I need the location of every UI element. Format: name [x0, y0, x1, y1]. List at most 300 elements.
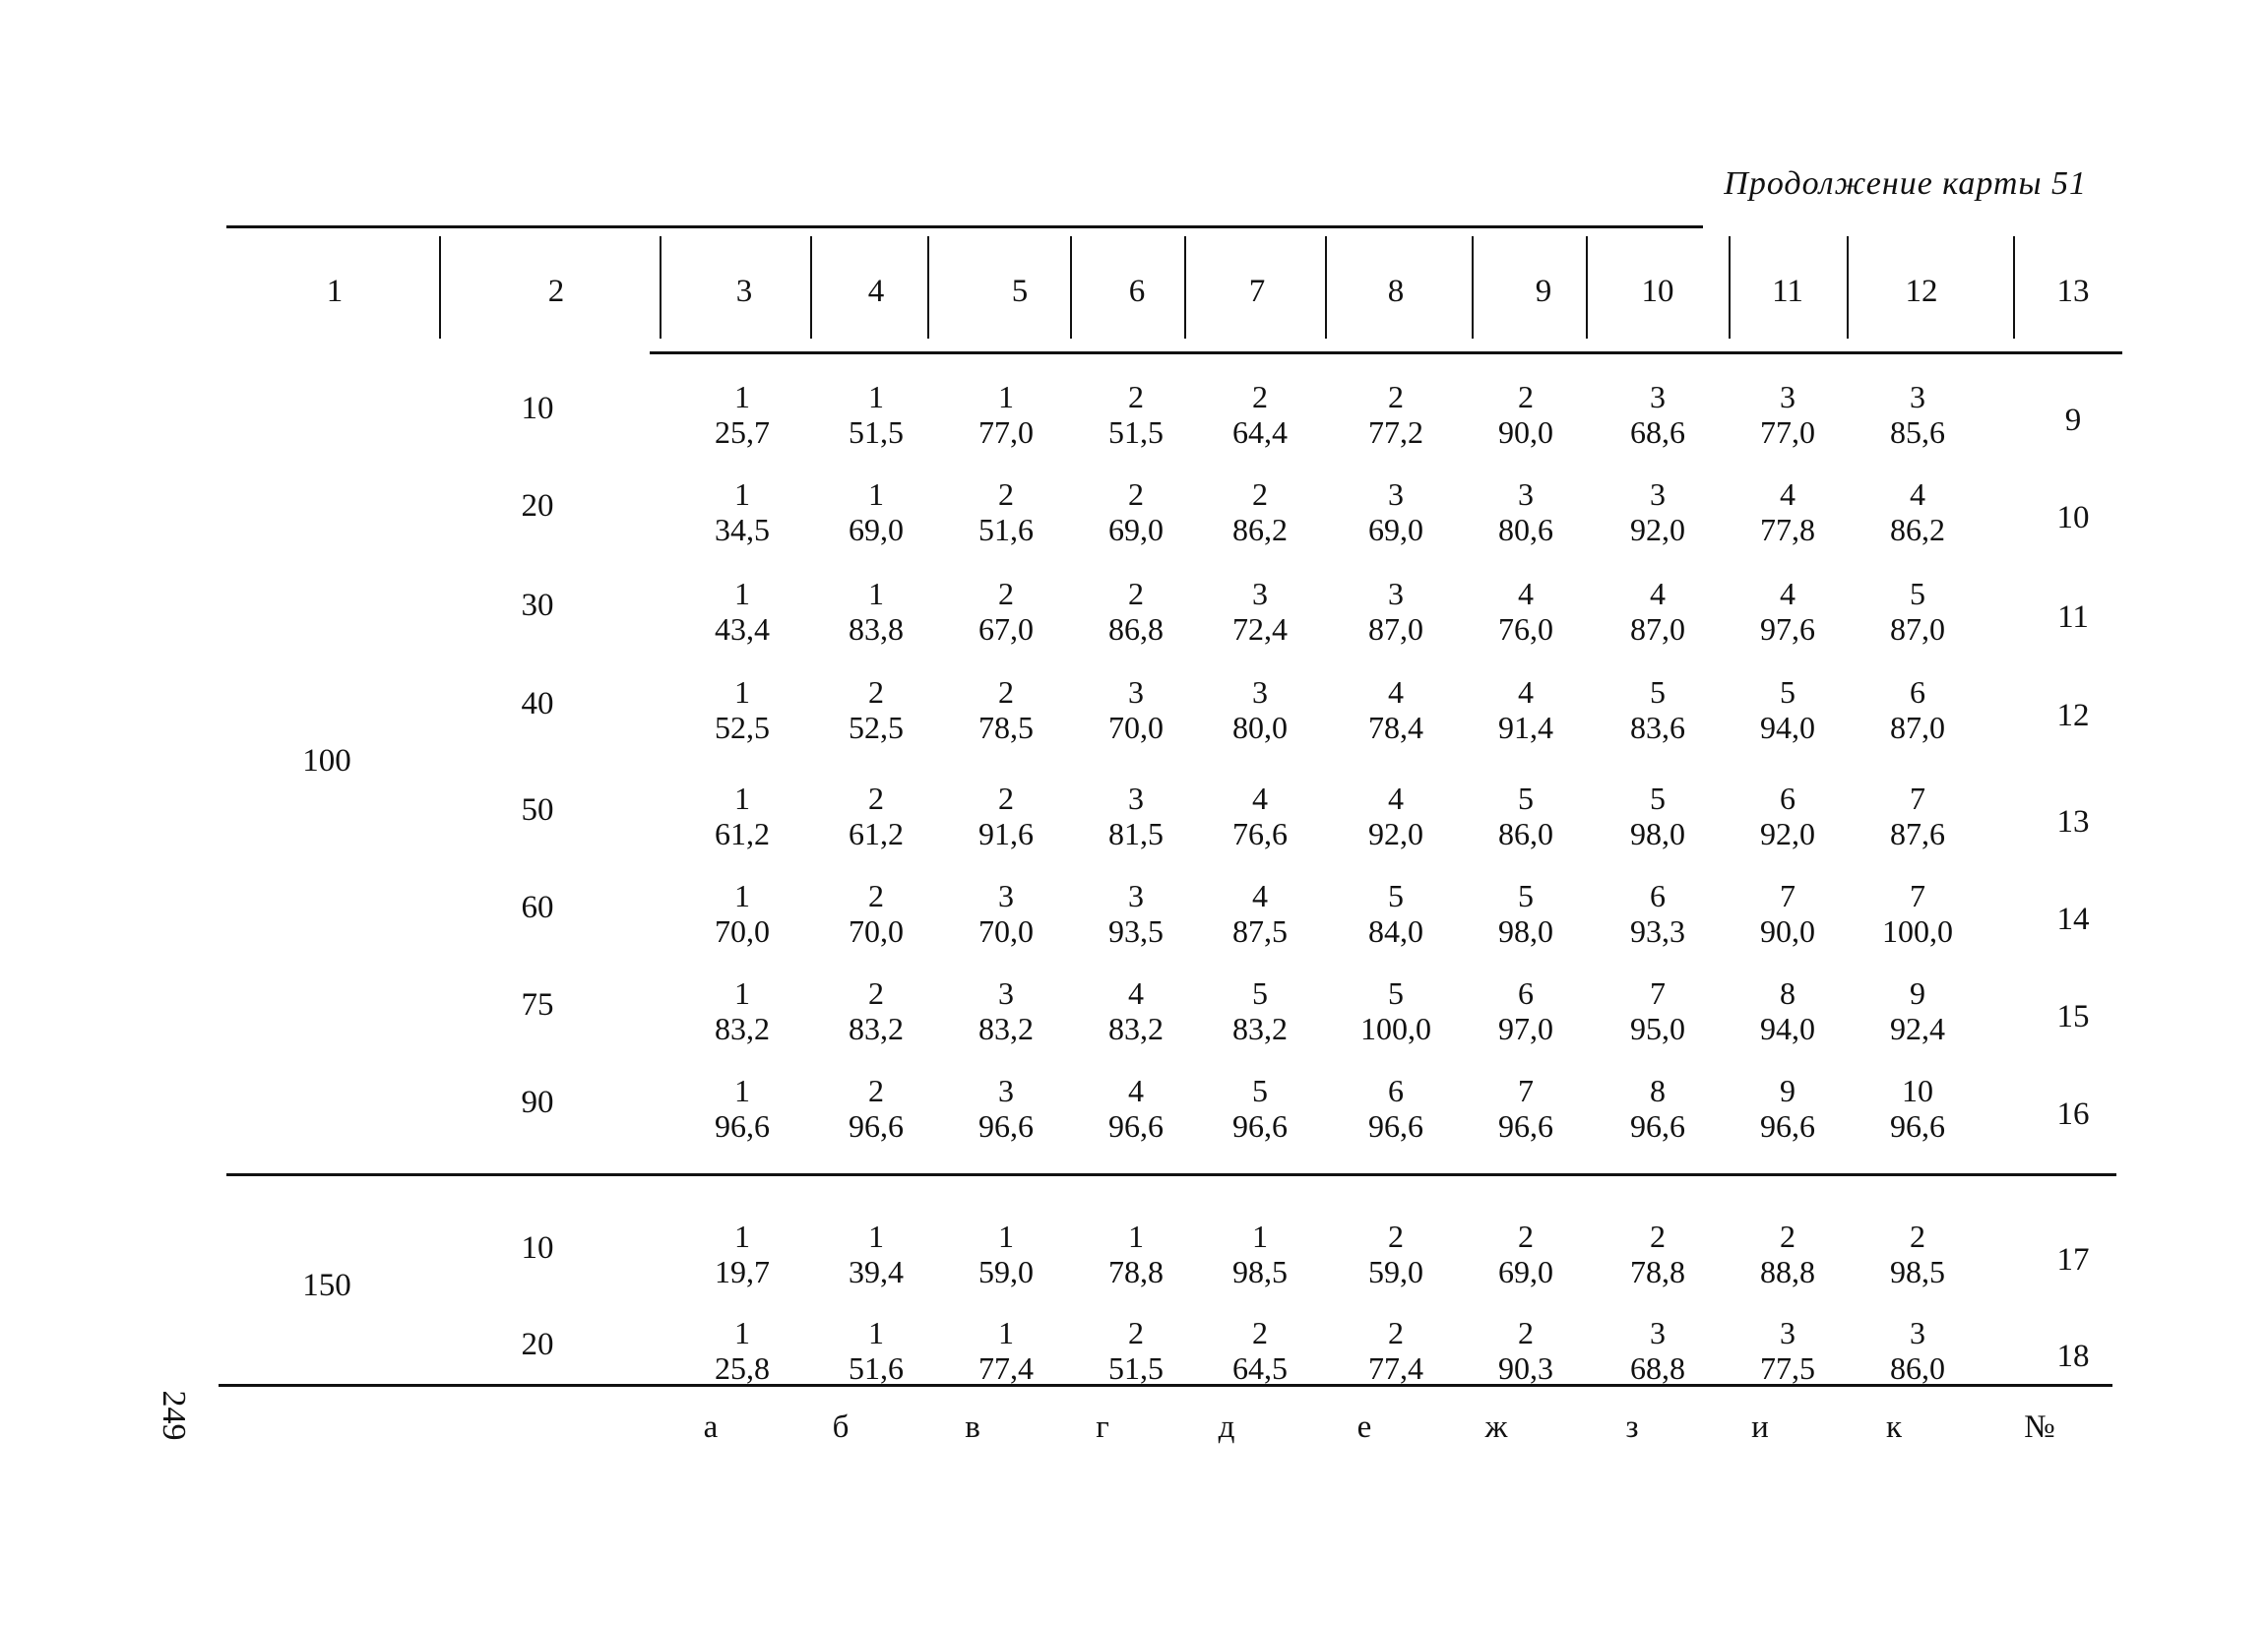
cell-percent: 70,0 [1108, 710, 1164, 745]
cell-percent: 68,6 [1630, 414, 1685, 450]
table-cell [942, 878, 1070, 949]
table-cell [1854, 781, 1982, 851]
header-col-6: 6 [1128, 274, 1146, 309]
table-cell [1462, 1073, 1590, 1144]
cell-count: 3 [1780, 1315, 1796, 1350]
table-cell [812, 1073, 940, 1144]
cell-count: 5 [1780, 674, 1796, 710]
table-cell [1196, 674, 1324, 745]
cell-count: 2 [998, 476, 1014, 512]
cell-percent: 78,4 [1368, 710, 1423, 745]
row-col2-value: 60 [521, 890, 554, 925]
cell-percent: 34,5 [715, 512, 770, 547]
cell-count: 2 [1128, 476, 1144, 512]
footer-letter-zh: ж [1484, 1409, 1508, 1445]
table-cell [1854, 576, 1982, 647]
group-value: 150 [302, 1268, 351, 1303]
table-cell [1594, 975, 1722, 1046]
cell-percent: 68,8 [1630, 1350, 1685, 1386]
table-cell [1332, 1073, 1460, 1144]
cell-count: 5 [1388, 975, 1404, 1011]
table-cell [1332, 1219, 1460, 1289]
cell-percent: 80,6 [1498, 512, 1553, 547]
table-cell [1196, 1219, 1324, 1289]
table-cell [1724, 1219, 1852, 1289]
cell-percent: 94,0 [1760, 1011, 1815, 1046]
cell-count: 2 [998, 674, 1014, 710]
cell-count: 2 [868, 975, 884, 1011]
cell-percent: 97,6 [1760, 611, 1815, 647]
cell-percent: 64,4 [1232, 414, 1288, 450]
cell-count: 4 [1650, 576, 1666, 611]
table-cell [1196, 379, 1324, 450]
cell-count: 5 [1518, 781, 1534, 816]
cell-count: 7 [1910, 781, 1925, 816]
table-cell [1196, 576, 1324, 647]
cell-percent: 90,3 [1498, 1350, 1553, 1386]
row-col2-value: 90 [521, 1085, 554, 1120]
cell-percent: 96,6 [1232, 1108, 1288, 1144]
table-cell [942, 379, 1070, 450]
cell-count: 1 [998, 1219, 1014, 1254]
cell-percent: 78,8 [1108, 1254, 1164, 1289]
cell-percent: 92,0 [1368, 816, 1423, 851]
header-col-8: 8 [1387, 274, 1405, 309]
cell-percent: 98,5 [1232, 1254, 1288, 1289]
table-cell [1072, 878, 1200, 949]
table-cell [1854, 1315, 1982, 1386]
cell-count: 3 [1518, 476, 1534, 512]
table-cell [1072, 576, 1200, 647]
cell-count: 5 [1650, 781, 1666, 816]
table-cell [812, 476, 940, 547]
table-cell [678, 576, 806, 647]
table-cell [1462, 1219, 1590, 1289]
cell-percent: 77,4 [978, 1350, 1034, 1386]
cell-count: 3 [1910, 379, 1925, 414]
cell-count: 3 [1128, 781, 1144, 816]
cell-count: 7 [1910, 878, 1925, 913]
cell-count: 4 [1128, 975, 1144, 1011]
cell-percent: 69,0 [1368, 512, 1423, 547]
table-cell [1332, 379, 1460, 450]
cell-count: 3 [1252, 674, 1268, 710]
cell-percent: 91,6 [978, 816, 1034, 851]
footer-letter-i: и [1751, 1409, 1769, 1445]
cell-count: 3 [1128, 674, 1144, 710]
header-col-7: 7 [1248, 274, 1266, 309]
cell-percent: 90,0 [1760, 913, 1815, 949]
cell-count: 1 [1252, 1219, 1268, 1254]
cell-count: 3 [1388, 576, 1404, 611]
cell-count: 5 [1388, 878, 1404, 913]
row-number: 10 [2056, 500, 2090, 535]
cell-percent: 81,5 [1108, 816, 1164, 851]
table-cell [1332, 975, 1460, 1046]
cell-percent: 52,5 [849, 710, 904, 745]
cell-count: 7 [1518, 1073, 1534, 1108]
cell-percent: 51,6 [978, 512, 1034, 547]
cell-count: 4 [1910, 476, 1925, 512]
cell-percent: 91,4 [1498, 710, 1553, 745]
cell-count: 2 [998, 576, 1014, 611]
cell-percent: 86,0 [1890, 1350, 1945, 1386]
group-divider-rule [226, 1173, 2116, 1176]
cell-percent: 59,0 [978, 1254, 1034, 1289]
cell-count: 5 [1252, 975, 1268, 1011]
cell-percent: 86,2 [1890, 512, 1945, 547]
header-col-12: 12 [1905, 274, 1938, 309]
cell-percent: 96,6 [715, 1108, 770, 1144]
cell-percent: 78,5 [978, 710, 1034, 745]
table-cell [1594, 1315, 1722, 1386]
cell-count: 4 [1518, 674, 1534, 710]
table-cell [942, 1073, 1070, 1144]
table-cell [942, 476, 1070, 547]
cell-count: 1 [734, 878, 750, 913]
footer-letter-e: е [1356, 1409, 1372, 1445]
header-col-13: 13 [2056, 274, 2090, 309]
header-col-11: 11 [1772, 274, 1803, 309]
table-cell [1594, 1073, 1722, 1144]
cell-count: 1 [734, 1219, 750, 1254]
cell-count: 3 [998, 878, 1014, 913]
row-number: 14 [2056, 902, 2090, 937]
table-cell [1724, 379, 1852, 450]
cell-count: 3 [1388, 476, 1404, 512]
table-cell [678, 1219, 806, 1289]
row-number: 15 [2056, 999, 2090, 1034]
cell-count: 3 [1910, 1315, 1925, 1350]
footer-letter-no: № [2024, 1409, 2055, 1445]
row-col2-value: 20 [521, 488, 554, 524]
cell-count: 2 [998, 781, 1014, 816]
cell-percent: 70,0 [715, 913, 770, 949]
cell-percent: 87,5 [1232, 913, 1288, 949]
cell-percent: 93,5 [1108, 913, 1164, 949]
cell-count: 2 [1650, 1219, 1666, 1254]
cell-percent: 84,0 [1368, 913, 1423, 949]
cell-percent: 69,0 [1498, 1254, 1553, 1289]
cell-count: 2 [1518, 1315, 1534, 1350]
table-cell [1594, 1219, 1722, 1289]
footer-letter-a: а [703, 1409, 719, 1445]
cell-percent: 77,8 [1760, 512, 1815, 547]
cell-count: 4 [1780, 576, 1796, 611]
cell-count: 7 [1650, 975, 1666, 1011]
header-col-9: 9 [1535, 274, 1552, 309]
table-cell [1594, 576, 1722, 647]
row-col2-value: 10 [521, 391, 554, 426]
cell-count: 2 [868, 878, 884, 913]
cell-percent: 77,5 [1760, 1350, 1815, 1386]
table-cell [1594, 674, 1722, 745]
table-cell [678, 1073, 806, 1144]
table-cell [1196, 476, 1324, 547]
cell-percent: 90,0 [1498, 414, 1553, 450]
table-cell [1724, 476, 1852, 547]
table-cell [1854, 1073, 1982, 1144]
cell-percent: 87,0 [1890, 611, 1945, 647]
table-cell [812, 1315, 940, 1386]
cell-percent: 83,2 [849, 1011, 904, 1046]
cell-count: 2 [1252, 1315, 1268, 1350]
cell-count: 6 [1780, 781, 1796, 816]
cell-percent: 52,5 [715, 710, 770, 745]
cell-percent: 83,2 [1232, 1011, 1288, 1046]
table-cell [1196, 781, 1324, 851]
cell-count: 3 [1128, 878, 1144, 913]
cell-count: 3 [1650, 476, 1666, 512]
cell-count: 2 [1128, 1315, 1144, 1350]
table-cell [678, 781, 806, 851]
row-number: 9 [2064, 403, 2082, 438]
cell-count: 4 [1128, 1073, 1144, 1108]
table-cell [1854, 878, 1982, 949]
cell-percent: 87,6 [1890, 816, 1945, 851]
table-cell [1724, 1073, 1852, 1144]
cell-percent: 100,0 [1360, 1011, 1431, 1046]
table-cell [1196, 975, 1324, 1046]
cell-count: 2 [1910, 1219, 1925, 1254]
table-cell [1724, 975, 1852, 1046]
top-rule [226, 225, 1703, 228]
cell-percent: 98,5 [1890, 1254, 1945, 1289]
cell-percent: 64,5 [1232, 1350, 1288, 1386]
cell-percent: 83,6 [1630, 710, 1685, 745]
cell-count: 3 [998, 975, 1014, 1011]
row-col2-value: 30 [521, 588, 554, 623]
cell-percent: 61,2 [715, 816, 770, 851]
cell-percent: 96,6 [1630, 1108, 1685, 1144]
cell-percent: 61,2 [849, 816, 904, 851]
table-cell [678, 878, 806, 949]
table-cell [942, 576, 1070, 647]
table-cell [1462, 1315, 1590, 1386]
footer-letter-b: б [832, 1409, 850, 1445]
cell-count: 1 [734, 975, 750, 1011]
table-cell [1594, 781, 1722, 851]
cell-percent: 96,6 [1890, 1108, 1945, 1144]
cell-percent: 86,2 [1232, 512, 1288, 547]
cell-percent: 51,6 [849, 1350, 904, 1386]
row-number: 12 [2056, 698, 2090, 733]
cell-percent: 86,8 [1108, 611, 1164, 647]
cell-count: 7 [1780, 878, 1796, 913]
cell-percent: 87,0 [1630, 611, 1685, 647]
cell-count: 3 [1780, 379, 1796, 414]
cell-count: 2 [1388, 379, 1404, 414]
cell-percent: 77,4 [1368, 1350, 1423, 1386]
row-number: 11 [2057, 599, 2089, 635]
cell-count: 1 [734, 781, 750, 816]
cell-count: 2 [868, 1073, 884, 1108]
table-cell [1854, 674, 1982, 745]
cell-percent: 43,4 [715, 611, 770, 647]
cell-percent: 96,6 [1368, 1108, 1423, 1144]
table-cell [812, 781, 940, 851]
cell-percent: 88,8 [1760, 1254, 1815, 1289]
cell-percent: 100,0 [1882, 913, 1953, 949]
cell-count: 2 [1252, 476, 1268, 512]
footer-letter-g: г [1096, 1409, 1109, 1445]
table-cell [1072, 781, 1200, 851]
cell-count: 2 [1128, 379, 1144, 414]
row-number: 16 [2056, 1096, 2090, 1132]
cell-percent: 95,0 [1630, 1011, 1685, 1046]
cell-percent: 97,0 [1498, 1011, 1553, 1046]
cell-count: 2 [1128, 576, 1144, 611]
table-cell [1724, 1315, 1852, 1386]
table-cell [1854, 379, 1982, 450]
cell-percent: 96,6 [849, 1108, 904, 1144]
cell-count: 9 [1910, 975, 1925, 1011]
table-cell [1594, 878, 1722, 949]
page-number: 249 [156, 1390, 192, 1441]
table-cell [942, 975, 1070, 1046]
table-cell [942, 1219, 1070, 1289]
table-cell [812, 878, 940, 949]
cell-count: 6 [1388, 1073, 1404, 1108]
cell-percent: 77,0 [1760, 414, 1815, 450]
cell-percent: 96,6 [978, 1108, 1034, 1144]
table-cell [1462, 878, 1590, 949]
table-cell [942, 781, 1070, 851]
cell-count: 1 [734, 1073, 750, 1108]
cell-percent: 25,7 [715, 414, 770, 450]
header-col-10: 10 [1641, 274, 1674, 309]
table-cell [942, 1315, 1070, 1386]
header-col-5: 5 [1011, 274, 1029, 309]
cell-percent: 59,0 [1368, 1254, 1423, 1289]
cell-percent: 51,5 [1108, 1350, 1164, 1386]
cell-count: 5 [1252, 1073, 1268, 1108]
header-bottom-rule [650, 351, 2122, 354]
table-cell [1332, 878, 1460, 949]
header-col-4: 4 [867, 274, 885, 309]
cell-percent: 92,0 [1760, 816, 1815, 851]
cell-percent: 76,6 [1232, 816, 1288, 851]
header-col-2: 2 [547, 274, 565, 309]
cell-count: 8 [1650, 1073, 1666, 1108]
caption: Продолжение карты 51 [1724, 165, 2087, 202]
table-cell [942, 674, 1070, 745]
cell-count: 1 [998, 1315, 1014, 1350]
table-cell [1462, 674, 1590, 745]
cell-percent: 93,3 [1630, 913, 1685, 949]
table-cell [1072, 1073, 1200, 1144]
footer-letter-d: д [1218, 1409, 1235, 1445]
table-cell [678, 1315, 806, 1386]
cell-percent: 76,0 [1498, 611, 1553, 647]
row-col2-value: 20 [521, 1327, 554, 1362]
table-cell [1462, 379, 1590, 450]
cell-count: 2 [1252, 379, 1268, 414]
table-cell [1594, 379, 1722, 450]
cell-count: 6 [1518, 975, 1534, 1011]
cell-count: 2 [1388, 1219, 1404, 1254]
cell-percent: 87,0 [1368, 611, 1423, 647]
cell-percent: 39,4 [849, 1254, 904, 1289]
cell-percent: 67,0 [978, 611, 1034, 647]
cell-percent: 51,5 [1108, 414, 1164, 450]
table-cell [1332, 576, 1460, 647]
cell-count: 10 [1902, 1073, 1933, 1108]
cell-count: 4 [1780, 476, 1796, 512]
cell-percent: 77,2 [1368, 414, 1423, 450]
cell-count: 5 [1910, 576, 1925, 611]
cell-percent: 83,8 [849, 611, 904, 647]
table-cell [678, 379, 806, 450]
cell-count: 3 [1650, 1315, 1666, 1350]
cell-count: 3 [998, 1073, 1014, 1108]
cell-percent: 92,0 [1630, 512, 1685, 547]
cell-count: 1 [868, 476, 884, 512]
cell-count: 3 [1650, 379, 1666, 414]
footer-letter-v: в [965, 1409, 980, 1445]
table-cell [678, 975, 806, 1046]
cell-count: 4 [1252, 781, 1268, 816]
footer-letter-z: з [1625, 1409, 1639, 1445]
cell-count: 1 [868, 1315, 884, 1350]
cell-percent: 83,2 [1108, 1011, 1164, 1046]
footer-letter-k: к [1885, 1409, 1903, 1445]
cell-count: 1 [734, 576, 750, 611]
table-cell [1196, 1073, 1324, 1144]
cell-count: 6 [1910, 674, 1925, 710]
table-cell [1072, 476, 1200, 547]
cell-count: 1 [868, 576, 884, 611]
header-col-3: 3 [735, 274, 753, 309]
table-cell [1072, 975, 1200, 1046]
cell-count: 4 [1252, 878, 1268, 913]
table-cell [812, 674, 940, 745]
table-cell [1332, 674, 1460, 745]
row-col2-value: 40 [521, 686, 554, 721]
cell-count: 1 [868, 379, 884, 414]
cell-percent: 92,4 [1890, 1011, 1945, 1046]
cell-percent: 87,0 [1890, 710, 1945, 745]
table-cell [1196, 878, 1324, 949]
cell-count: 2 [1388, 1315, 1404, 1350]
table-cell [1072, 1219, 1200, 1289]
table-cell [678, 674, 806, 745]
cell-count: 5 [1518, 878, 1534, 913]
table-cell [1462, 576, 1590, 647]
table-cell [1724, 878, 1852, 949]
table-cell [1072, 379, 1200, 450]
table-cell [812, 379, 940, 450]
table-cell [1462, 975, 1590, 1046]
cell-percent: 25,8 [715, 1350, 770, 1386]
row-col2-value: 75 [521, 987, 554, 1023]
cell-count: 2 [868, 674, 884, 710]
cell-percent: 96,6 [1760, 1108, 1815, 1144]
cell-percent: 86,0 [1498, 816, 1553, 851]
header-col-1: 1 [326, 274, 344, 309]
cell-percent: 51,5 [849, 414, 904, 450]
table-cell [1854, 476, 1982, 547]
table-cell [1724, 674, 1852, 745]
cell-percent: 98,0 [1630, 816, 1685, 851]
table-cell [1462, 781, 1590, 851]
cell-count: 4 [1388, 674, 1404, 710]
table-cell [1072, 674, 1200, 745]
cell-percent: 85,6 [1890, 414, 1945, 450]
cell-percent: 96,6 [1108, 1108, 1164, 1144]
table-cell [1332, 1315, 1460, 1386]
cell-percent: 83,2 [978, 1011, 1034, 1046]
